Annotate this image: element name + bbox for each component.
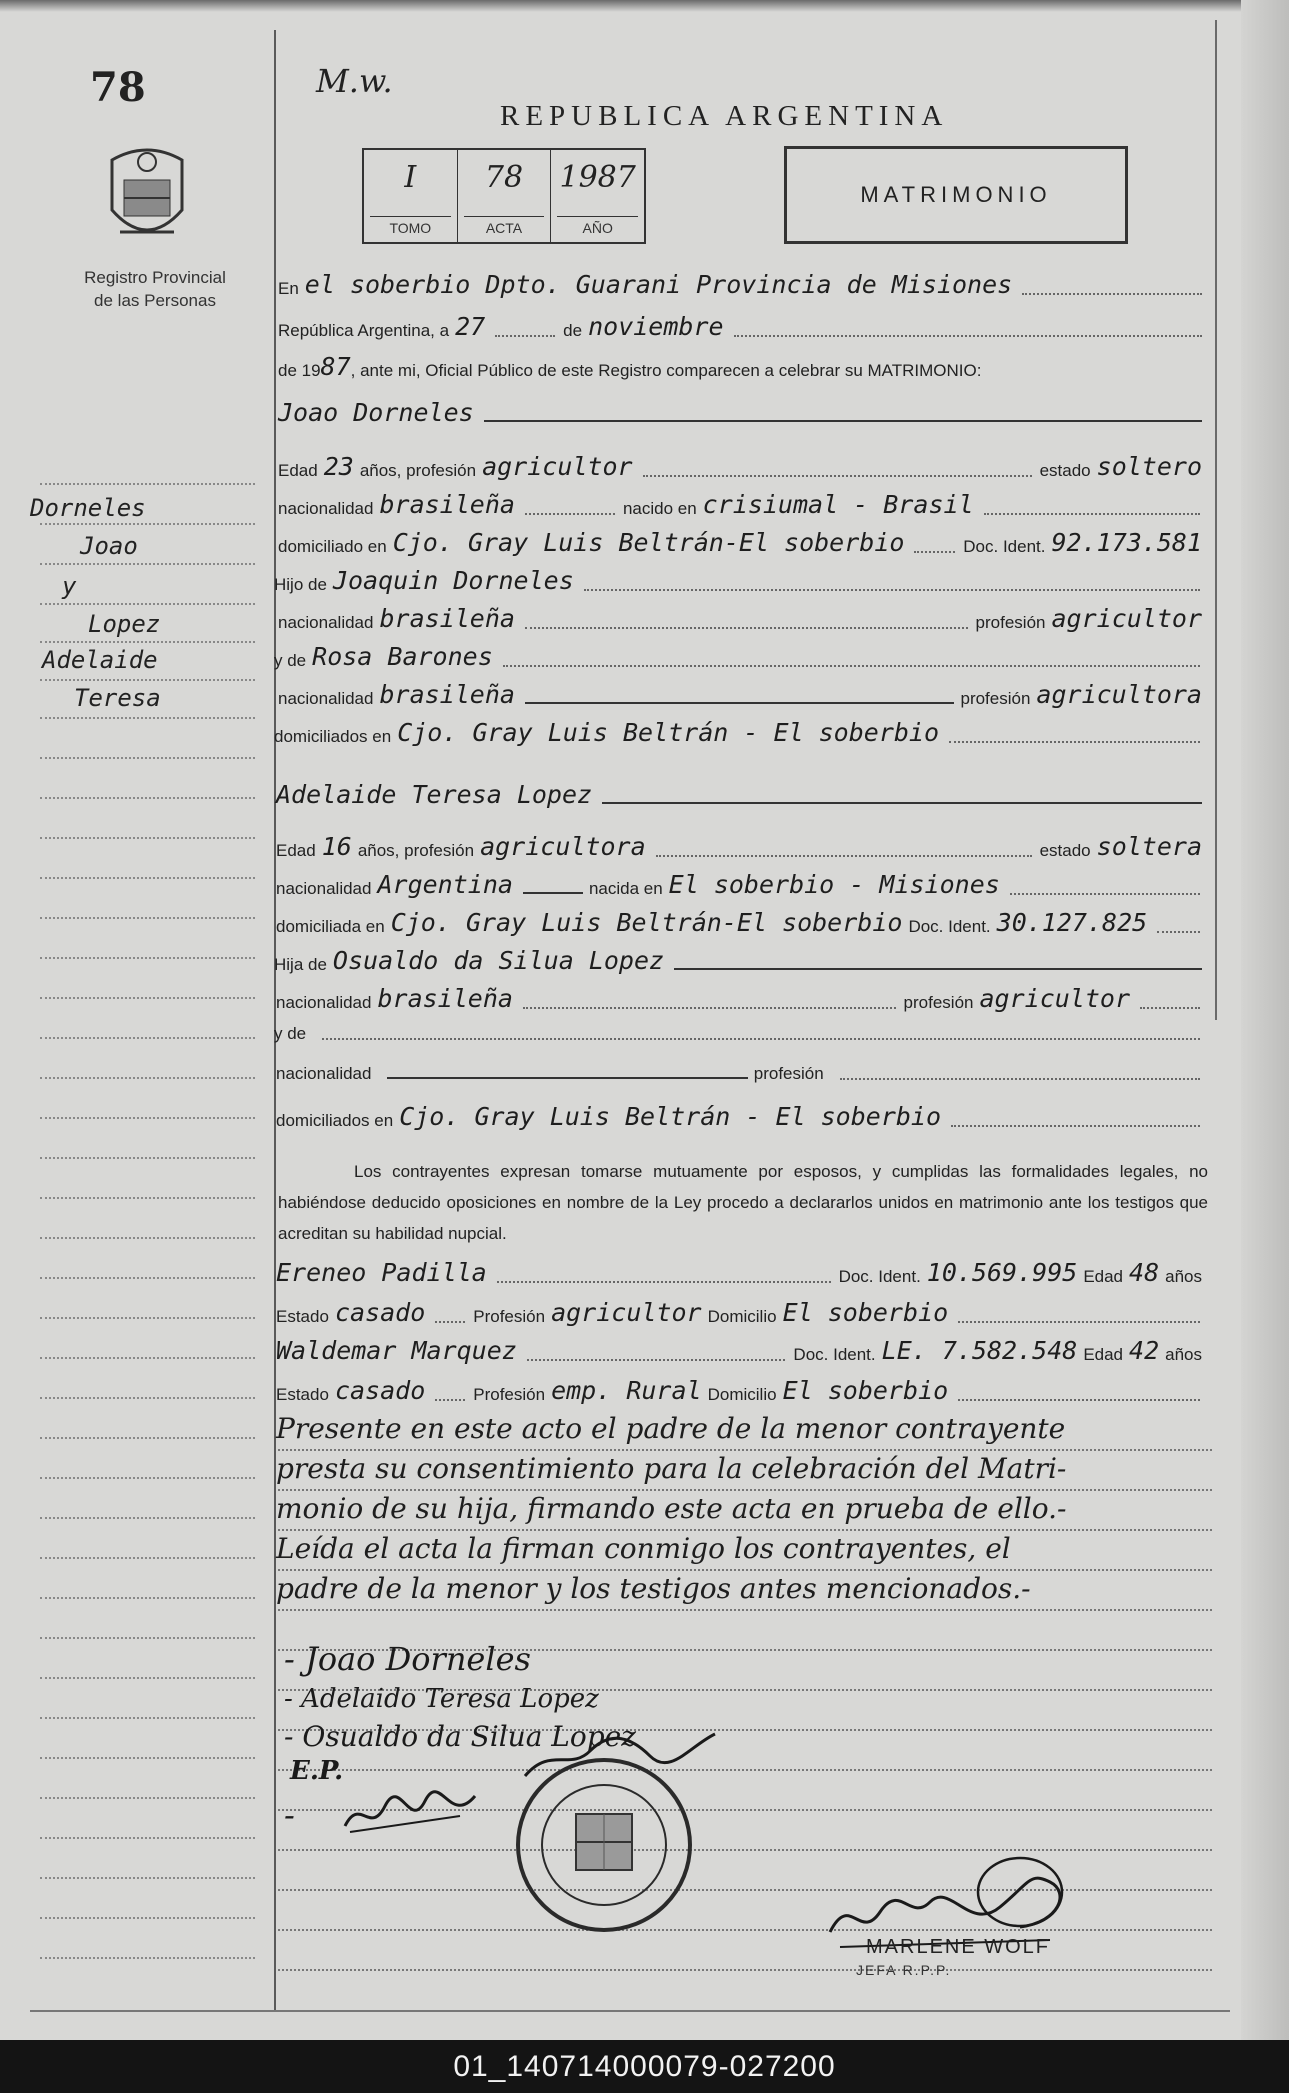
official-title: JEFA R.P.P.: [856, 1962, 952, 1978]
margin-dotted-line: [40, 1556, 255, 1559]
profesion-label: Profesión: [473, 1385, 546, 1404]
dotted-line: [278, 1968, 1212, 1971]
bride-nationality-row: [276, 870, 1208, 899]
witness2-civil-status: casado: [334, 1376, 426, 1405]
witness2-age: 42: [1129, 1336, 1160, 1365]
tomo-cell: [364, 150, 458, 242]
signature-scribble-icon: [340, 1786, 480, 1840]
margin-note: Lopez: [88, 610, 161, 638]
domiciliados-label: domiciliados en: [274, 727, 392, 746]
registry-label-line: Registro Provincial: [84, 268, 226, 287]
dotted-line: [734, 334, 1202, 337]
solid-line: [525, 701, 955, 704]
groom-mother-profession: agricultora: [1036, 680, 1202, 709]
dotted-line: [584, 588, 1200, 591]
estado-label: estado: [1039, 461, 1091, 480]
tomo-label: TOMO: [370, 216, 451, 236]
margin-dotted-line: [40, 1876, 255, 1879]
bride-civil-status: soltera: [1096, 832, 1202, 861]
nacionalidad-label: nacionalidad: [276, 993, 372, 1012]
bride-age-row: [276, 832, 1208, 861]
margin-dotted-line: [40, 1036, 255, 1039]
edad-label: Edad: [278, 461, 318, 480]
margin-dotted-line: [40, 1236, 255, 1239]
witness1-profession: agricultor: [551, 1298, 702, 1327]
witness1-status-row: [276, 1298, 1208, 1327]
official-name: MARLENE WOLF: [866, 1936, 1051, 1958]
dotted-line: [278, 1608, 1212, 1611]
day-value: 27: [455, 312, 486, 341]
margin-dotted-line: [40, 876, 255, 879]
anio-label: AÑO: [557, 216, 638, 236]
signature-witness: -: [284, 1796, 295, 1834]
groom-nationality-row: [278, 490, 1208, 519]
margin-rule: [274, 30, 276, 2010]
groom-nationality: brasileña: [379, 490, 515, 519]
hijo-label: Hijo de: [274, 575, 327, 594]
dotted-line: [1157, 930, 1200, 933]
bride-parents-address: Cjo. Gray Luis Beltrán - El soberbio: [399, 1102, 942, 1131]
acta-value: 78: [484, 160, 524, 195]
margin-dotted-line: [40, 1076, 255, 1079]
profesion-label: profesión: [753, 1064, 824, 1083]
note-line: Presente en este acto el padre de la menor contrayente: [276, 1412, 1066, 1445]
margin-dotted-line: [40, 916, 255, 919]
bride-father-nationality: brasileña: [377, 984, 513, 1013]
page-edge: [1241, 0, 1289, 2040]
margin-dotted-line: [40, 1836, 255, 1839]
groom-parents-address: Cjo. Gray Luis Beltrán - El soberbio: [397, 718, 940, 747]
bride-profession: agricultora: [480, 832, 646, 861]
margin-dotted-line: [40, 1716, 255, 1719]
bride-father-profession: agricultor: [979, 984, 1130, 1013]
bride-parents-address-row: [276, 1102, 1208, 1131]
witness1-doc: 10.569.995: [926, 1258, 1078, 1287]
intro-place-row: [278, 270, 1210, 299]
margin-dotted-line: [40, 1476, 255, 1479]
margin-dotted-line: [40, 796, 255, 799]
groom-address: Cjo. Gray Luis Beltrán-El soberbio: [392, 528, 905, 557]
dotted-line: [503, 664, 1200, 667]
edad-label: Edad: [276, 841, 316, 860]
margin-dotted-line: [40, 956, 255, 959]
margin-dotted-line: [40, 756, 255, 759]
dotted-line: [525, 626, 968, 629]
dotted-line: [525, 512, 615, 515]
bride-name-row: [276, 780, 1208, 809]
margin-dotted-line: [40, 1276, 255, 1279]
groom-address-row: [278, 528, 1208, 557]
dotted-line: [656, 854, 1032, 857]
scan-shadow: [0, 0, 1289, 12]
witness1-name: Ereneo Padilla: [276, 1258, 487, 1287]
republica-label: República Argentina, a: [278, 321, 450, 340]
bride-mother-nationality-row: [276, 1064, 1208, 1084]
dotted-line: [278, 1528, 1212, 1531]
groom-name: Joao Dorneles: [278, 398, 474, 427]
bride-father-row: [274, 946, 1208, 975]
groom-age: 23: [323, 452, 354, 481]
dotted-line: [278, 1488, 1212, 1491]
domicilio-label: Domicilio: [707, 1307, 777, 1326]
nacionalidad-label: nacionalidad: [276, 1064, 372, 1083]
intro-year-row: [278, 352, 1210, 381]
groom-mother: Rosa Barones: [312, 642, 493, 671]
groom-parents-address-row: [274, 718, 1208, 747]
bride-doc: 30.127.825: [996, 908, 1148, 937]
groom-name-row: [278, 398, 1208, 427]
domiciliada-label: domiciliada en: [276, 917, 385, 936]
anos-label: años, profesión: [359, 461, 477, 480]
dotted-line: [1022, 292, 1202, 295]
anos-label: años: [1165, 1345, 1202, 1364]
bride-name: Adelaide Teresa Lopez: [276, 780, 593, 809]
margin-note: Adelaide: [42, 646, 158, 674]
witness2-profession: emp. Rural: [551, 1376, 702, 1405]
domiciliados-label: domiciliados en: [276, 1111, 394, 1130]
margin-dotted-line: [40, 1316, 255, 1319]
groom-father-row: [274, 566, 1208, 595]
dotted-line: [322, 1037, 1200, 1040]
doc-label: Doc. Ident.: [908, 917, 991, 936]
doc-label: Doc. Ident.: [963, 537, 1046, 556]
intro-text: , ante mi, Oficial Público de este Registro comparecen a celebrar su MATRIMONIO:: [350, 361, 982, 380]
margin-dotted-line: [40, 1596, 255, 1599]
witness2-address: El soberbio: [782, 1376, 949, 1405]
registry-label-line: de las Personas: [94, 291, 216, 310]
solid-line: [484, 419, 1202, 422]
nacido-label: nacido en: [622, 499, 697, 518]
groom-doc: 92.173.581: [1051, 528, 1202, 557]
dotted-line: [949, 740, 1200, 743]
legal-text: Los contrayentes expresan tomarse mutuamente por esposos, y cumplidas las formalidades legales, no habiéndose deducido oposiciones en nombre de la Ley procedo a declararlos unidos en matrimonio ante los testigos que acreditan su habilidad nupcial.: [278, 1162, 1208, 1243]
dotted-line: [1010, 892, 1200, 895]
groom-profession: agricultor: [482, 452, 633, 481]
margin-dotted-line: [40, 1436, 255, 1439]
margin-dotted-line: [40, 482, 255, 485]
hija-label: Hija de: [274, 955, 327, 974]
groom-birthplace: crisiumal - Brasil: [702, 490, 974, 519]
intro-date-row: [278, 312, 1210, 341]
dotted-line: [278, 1848, 1212, 1851]
country-title: REPUBLICA ARGENTINA: [500, 100, 949, 132]
dotted-line: [1140, 1006, 1200, 1009]
dotted-line: [497, 1280, 831, 1283]
groom-mother-nationality: brasileña: [379, 680, 515, 709]
margin-note: Dorneles: [30, 494, 146, 522]
bottom-rule: [30, 2010, 1230, 2012]
groom-mother-nationality-row: [278, 680, 1208, 709]
acta-label: ACTA: [464, 216, 545, 236]
solid-line: [602, 801, 1202, 804]
dotted-line: [523, 1006, 896, 1009]
groom-age-row: [278, 452, 1208, 481]
margin-dotted-line: [40, 562, 255, 565]
edad-label: Edad: [1083, 1345, 1124, 1364]
note-line: presta su consentimiento para la celebración del Matri-: [276, 1452, 1067, 1485]
margin-dotted-line: [40, 1116, 255, 1119]
dotted-line: [278, 1568, 1212, 1571]
profesion-label: profesión: [975, 613, 1046, 632]
bride-age: 16: [321, 832, 352, 861]
nacionalidad-label: nacionalidad: [278, 613, 374, 632]
margin-dotted-line: [40, 1756, 255, 1759]
dotted-line: [278, 1768, 1212, 1771]
note-line: padre de la menor y los testigos antes mencionados.-: [276, 1572, 1031, 1605]
nacida-label: nacida en: [588, 879, 663, 898]
month-value: noviembre: [588, 312, 724, 341]
groom-father: Joaquin Dorneles: [332, 566, 574, 595]
nacionalidad-label: nacionalidad: [278, 499, 374, 518]
profesion-label: profesión: [903, 993, 974, 1012]
margin-dotted-line: [40, 1396, 255, 1399]
dotted-line: [278, 1448, 1212, 1451]
estado-label: Estado: [276, 1307, 329, 1326]
domicilio-label: Domicilio: [707, 1385, 777, 1404]
groom-civil-status: soltero: [1096, 452, 1202, 481]
solid-line: [387, 1076, 747, 1079]
nacionalidad-label: nacionalidad: [276, 879, 372, 898]
witness1-address: El soberbio: [782, 1298, 949, 1327]
bride-mother-row: [274, 1024, 1208, 1044]
margin-dotted-line: [40, 1516, 255, 1519]
dotted-line: [435, 1320, 465, 1323]
nacionalidad-label: nacionalidad: [278, 689, 374, 708]
profesion-label: profesión: [960, 689, 1031, 708]
page-number: 78: [90, 64, 146, 111]
margin-dotted-line: [40, 1196, 255, 1199]
margin-dotted-line: [40, 996, 255, 999]
margin-dotted-line: [40, 1916, 255, 1919]
solid-line: [674, 967, 1202, 970]
year-value: 87: [320, 352, 351, 381]
acta-cell: [458, 150, 552, 242]
dotted-line: [435, 1398, 465, 1401]
bride-nationality: Argentina: [377, 870, 513, 899]
margin-dotted-line: [40, 1636, 255, 1639]
anio-value: 1987: [559, 160, 636, 195]
dotted-line: [840, 1077, 1200, 1080]
right-rule: [1215, 20, 1217, 1020]
bride-address-row: [276, 908, 1208, 937]
margin-note: y: [62, 572, 77, 600]
note-line: monio de su hija, firmando este acta en prueba de ello.-: [276, 1492, 1067, 1525]
groom-mother-row: [274, 642, 1208, 671]
edad-label: Edad: [1083, 1267, 1124, 1286]
estado-label: estado: [1039, 841, 1091, 860]
signature-ep: E.P.: [290, 1756, 344, 1786]
witness2-name-row: [276, 1336, 1208, 1365]
doc-label: Doc. Ident.: [793, 1345, 876, 1364]
margin-note: Teresa: [74, 684, 161, 712]
year-prefix: de 19: [278, 361, 321, 380]
header-note: M.w.: [316, 62, 393, 100]
scan-id-footer: 01_140714000079-027200: [0, 2040, 1289, 2093]
bride-father-nationality-row: [276, 984, 1208, 1013]
dotted-line: [914, 550, 955, 553]
profesion-label: Profesión: [473, 1307, 546, 1326]
bride-father: Osualdo da Silua Lopez: [332, 946, 665, 975]
dotted-line: [643, 474, 1032, 477]
margin-dotted-line: [40, 1356, 255, 1359]
dotted-line: [958, 1320, 1200, 1323]
margin-dotted-line: [40, 640, 255, 643]
witness2-status-row: [276, 1376, 1208, 1405]
margin-dotted-line: [40, 1156, 255, 1159]
domiciliado-label: domiciliado en: [278, 537, 387, 556]
estado-label: Estado: [276, 1385, 329, 1404]
margin-note: Joao: [80, 532, 138, 560]
registry-label: [50, 266, 260, 312]
groom-father-nationality-row: [278, 604, 1208, 633]
margin-dotted-line: [40, 836, 255, 839]
place-value: el soberbio Dpto. Guarani Provincia de Misiones: [304, 270, 1013, 299]
witness1-civil-status: casado: [334, 1298, 426, 1327]
doc-label: Doc. Ident.: [838, 1267, 921, 1286]
official-signature-scribble-icon: [520, 1726, 720, 1786]
margin-dotted-line: [40, 1676, 255, 1679]
dotted-line: [495, 334, 555, 337]
y-de-label: y de: [274, 651, 307, 670]
signature-groom: - Joao Dorneles: [284, 1640, 531, 1678]
dotted-line: [951, 1124, 1200, 1127]
bride-birthplace: El soberbio - Misiones: [668, 870, 1000, 899]
signature-father: - Osualdo da Silua Lopez: [284, 1720, 636, 1753]
anos-label: años: [1165, 1267, 1202, 1286]
de-label: de: [563, 321, 583, 340]
bride-address: Cjo. Gray Luis Beltrán-El soberbio: [390, 908, 903, 937]
groom-father-profession: agricultor: [1051, 604, 1202, 633]
dotted-line: [984, 512, 1200, 515]
y-de-label: y de: [274, 1024, 307, 1043]
witness2-name: Waldemar Marquez: [276, 1336, 517, 1365]
act-type-box: MATRIMONIO: [784, 146, 1128, 244]
note-line: Leída el acta la firman conmigo los contrayentes, el: [276, 1532, 1011, 1565]
province-seal-icon: [102, 140, 192, 252]
margin-dotted-line: [40, 716, 255, 719]
margin-dotted-line: [40, 1956, 255, 1959]
solid-line: [523, 891, 583, 894]
dotted-line: [527, 1358, 786, 1361]
signature-bride: - Adelaido Teresa Lopez: [284, 1684, 599, 1714]
anos-label: años, profesión: [357, 841, 475, 860]
margin-dotted-line: [40, 1796, 255, 1799]
anio-cell: [551, 150, 644, 242]
witness2-doc: LE. 7.582.548: [881, 1336, 1078, 1365]
witness1-age: 48: [1129, 1258, 1160, 1287]
dotted-line: [958, 1398, 1200, 1401]
tomo-value: I: [404, 160, 417, 195]
margin-dotted-line: [40, 602, 255, 605]
act-reference-box: [362, 148, 646, 244]
en-label: En: [278, 279, 299, 298]
margin-dotted-line: [40, 678, 255, 681]
margin-dotted-line: [40, 522, 255, 525]
witness1-name-row: [276, 1258, 1208, 1287]
groom-father-nationality: brasileña: [379, 604, 515, 633]
